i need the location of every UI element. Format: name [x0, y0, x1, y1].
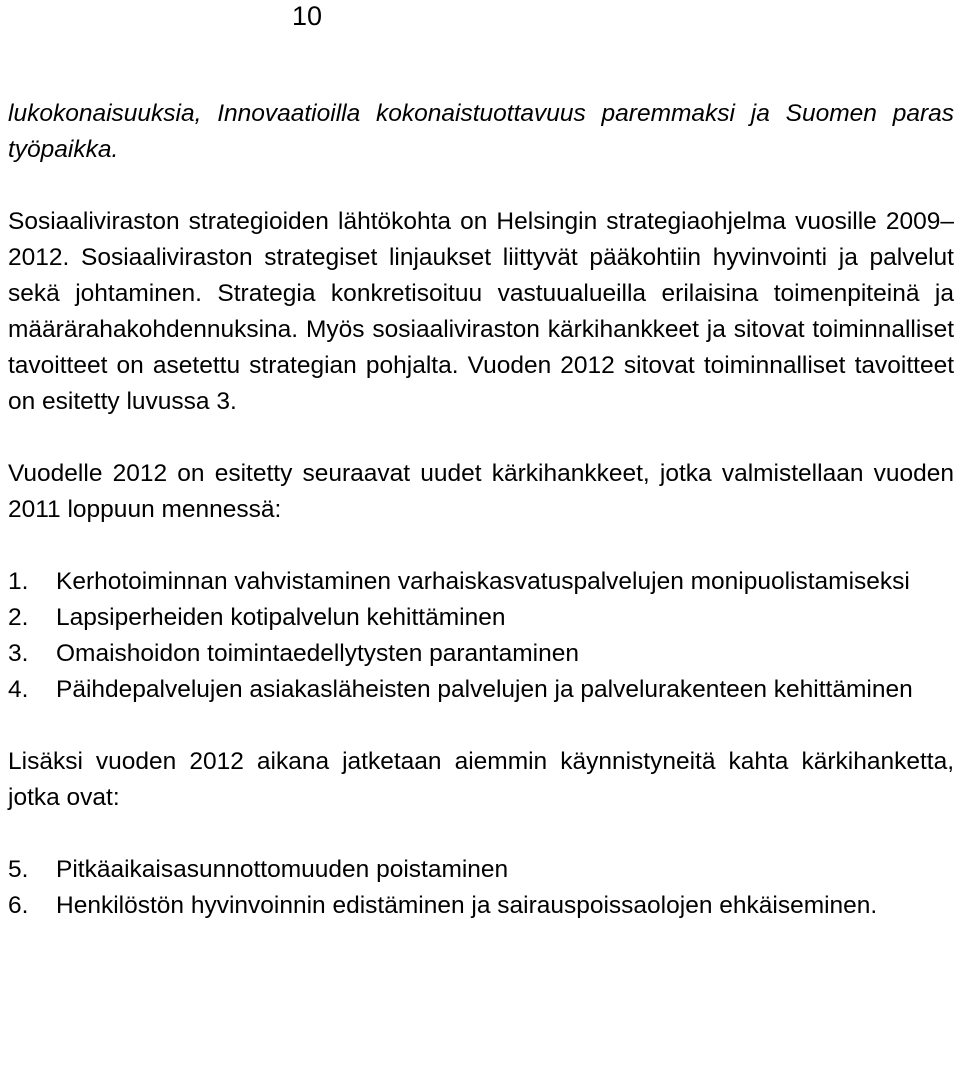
list-item-text: Lapsiperheiden kotipalvelun kehittäminen — [56, 604, 506, 631]
continuing-projects-intro: Lisäksi vuoden 2012 aikana jatketaan aiemmin käynnistyneitä kahta kärkihanketta, jotka ovat: — [8, 748, 954, 811]
list-item — [8, 888, 954, 924]
list-item-number: 4. — [8, 676, 29, 703]
list-item-text: Kerhotoiminnan vahvistaminen varhaiskasvatuspalvelujen monipuolistamiseksi — [56, 568, 910, 595]
list-item-text: Päihdepalvelujen asiakasläheisten palvelujen ja palvelurakenteen kehittäminen — [56, 676, 913, 703]
list-item — [8, 672, 954, 708]
list-item-number: 1. — [8, 568, 29, 595]
strategy-paragraph: Sosiaaliviraston strategioiden lähtökohta on Helsingin strategiaohjelma vuosille 2009–2012. Sosiaaliviraston strategiset linjaukset liittyvät pääkohtiin hyvinvointi ja palvelut sekä johtaminen. Strategia konkretisoituu vastuualueilla erilaisina toimenpiteinä ja määrärahakohdennuksina. Myös sosiaaliviraston kärkihankkeet ja sitovat toiminnalliset tavoitteet on asetettu strategian pohjalta. Vuoden 2012 sitovat toiminnalliset tavoitteet on esitetty luvussa 3. — [8, 208, 954, 415]
list-item — [8, 600, 954, 636]
list-item — [8, 564, 954, 600]
list-item-number: 6. — [8, 892, 29, 919]
new-projects-list — [8, 564, 954, 708]
list-item-number: 5. — [8, 856, 29, 883]
page-number: 10 — [292, 1, 323, 31]
list-item-text: Pitkäaikaisasunnottomuuden poistaminen — [56, 856, 509, 883]
intro-paragraph: lukokonaisuuksia, Innovaatioilla kokonaistuottavuus paremmaksi ja Suomen paras työpaikka. — [8, 100, 954, 163]
list-item-number: 3. — [8, 640, 29, 667]
list-item-text: Henkilöstön hyvinvoinnin edistäminen ja sairauspoissaolojen ehkäiseminen. — [56, 892, 878, 919]
list-item — [8, 852, 954, 888]
continuing-projects-list — [8, 852, 954, 924]
document-body — [8, 96, 954, 960]
list-item-text: Omaishoidon toimintaedellytysten parantaminen — [56, 640, 579, 667]
list-item — [8, 636, 954, 672]
list-item-number: 2. — [8, 604, 29, 631]
new-projects-intro: Vuodelle 2012 on esitetty seuraavat uudet kärkihankkeet, jotka valmistellaan vuoden 2011 loppuun mennessä: — [8, 460, 954, 523]
